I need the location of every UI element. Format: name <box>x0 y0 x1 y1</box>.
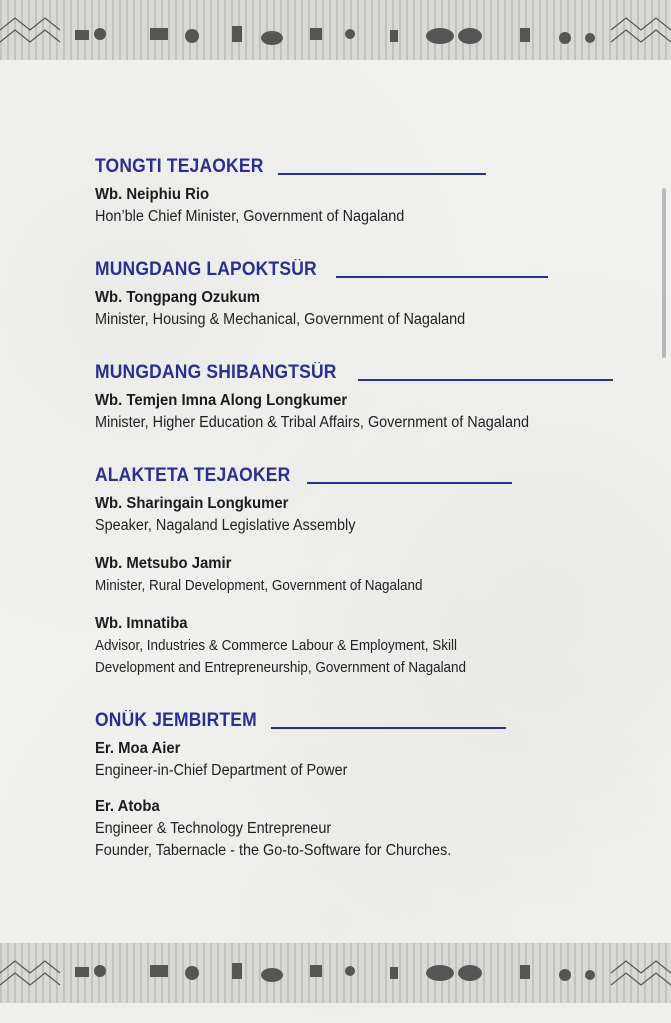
person-name: Er. Atoba <box>95 798 160 815</box>
top-decorative-border <box>0 0 671 60</box>
person-role: Advisor, Industries & Commerce Labour & Employment, Skill <box>95 638 457 654</box>
person-entry <box>95 553 635 597</box>
person-role: Founder, Tabernacle - the Go-to-Software for Churches. <box>95 842 452 859</box>
committee-list <box>95 150 635 862</box>
person-name: Wb. Metsubo Jamir <box>95 555 232 572</box>
section-mungdang-shibangtsur <box>95 356 635 434</box>
section-heading: MUNGDANG LAPOKTSÜR <box>95 259 317 280</box>
section-heading: ALAKTETA TEJAOKER <box>95 465 291 486</box>
person-role: Minister, Rural Development, Government of Nagaland <box>95 578 423 594</box>
section-heading: MUNGDANG SHIBANGTSÜR <box>95 362 337 383</box>
section-tongti-tejaoker <box>95 150 635 228</box>
section-alakteta-tejaoker <box>95 459 635 679</box>
person-role: Hon’ble Chief Minister, Government of Nagaland <box>95 208 405 225</box>
person-entry <box>95 493 635 537</box>
person-name: Er. Moa Aier <box>95 740 181 757</box>
person-entry <box>95 796 635 862</box>
person-entry <box>95 287 635 331</box>
person-name: Wb. Tongpang Ozukum <box>95 289 261 306</box>
heading-rule <box>358 379 613 381</box>
tribal-motif-icon <box>0 0 671 60</box>
person-name: Wb. Neiphiu Rio <box>95 186 210 203</box>
person-name: Wb. Temjen Imna Along Longkumer <box>95 392 348 409</box>
person-role: Development and Entrepreneurship, Government of Nagaland <box>95 660 467 676</box>
section-onuk-jembirtem <box>95 704 635 862</box>
person-role: Speaker, Nagaland Legislative Assembly <box>95 517 356 534</box>
section-heading: ONÜK JEMBIRTEM <box>95 710 257 731</box>
heading-rule <box>307 482 512 484</box>
section-heading: TONGTI TEJAOKER <box>95 156 264 177</box>
person-entry <box>95 738 635 782</box>
person-entry <box>95 184 635 228</box>
heading-rule <box>336 276 548 278</box>
person-role: Minister, Housing & Mechanical, Government of Nagaland <box>95 311 466 328</box>
bottom-decorative-border <box>0 943 671 1003</box>
person-entry <box>95 390 635 434</box>
person-entry <box>95 613 635 679</box>
scrollbar[interactable] <box>662 188 666 358</box>
person-role: Engineer & Technology Entrepreneur <box>95 820 332 837</box>
person-role: Engineer-in-Chief Department of Power <box>95 762 348 779</box>
heading-rule <box>271 727 506 729</box>
section-mungdang-lapoktsur <box>95 253 635 331</box>
person-role: Minister, Higher Education & Tribal Affairs, Government of Nagaland <box>95 414 530 431</box>
tribal-motif-icon <box>0 943 671 1003</box>
heading-rule <box>278 173 486 175</box>
person-name: Wb. Sharingain Longkumer <box>95 495 289 512</box>
person-name: Wb. Imnatiba <box>95 615 188 632</box>
